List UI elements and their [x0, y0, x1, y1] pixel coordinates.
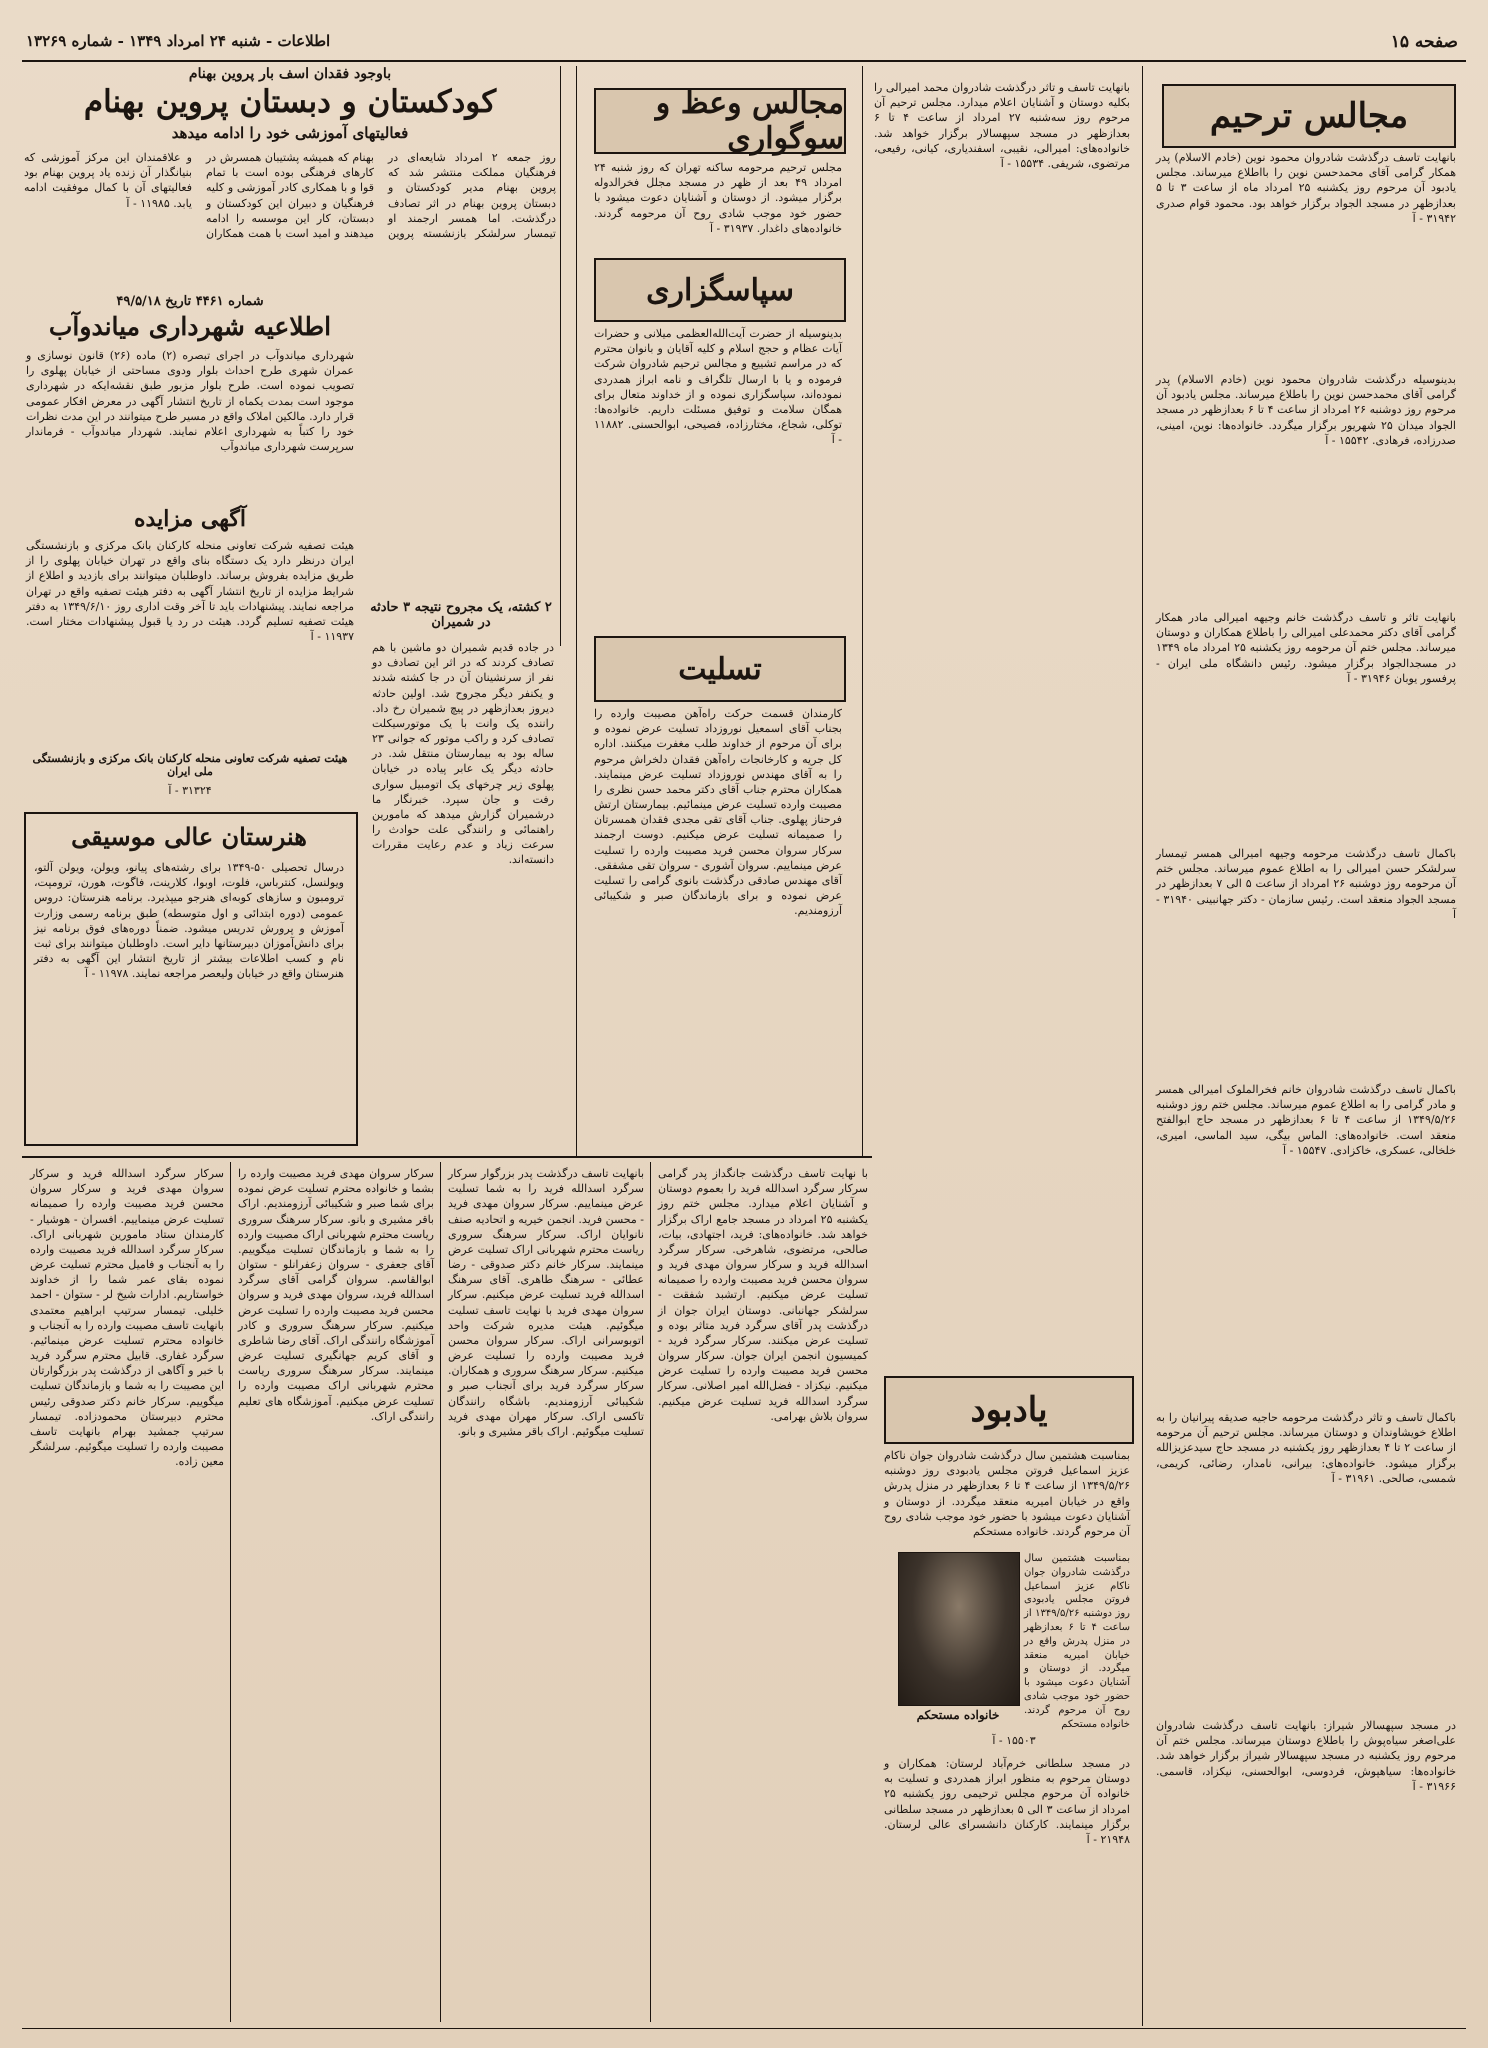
- portrait-photo: [898, 1552, 1020, 1706]
- tarhim-notice-4: باکمال تاسف درگذشت مرحومه وجیهه امیرالی همسر تیمسار سرلشکر حسن امیرالی را به اطلاع عموم میرساند. مجلس ختم آن مرحومه روز دوشنبه ۲۶ امرداد از ساعت ۵ الی ۷ بعدازظهر در مسجد الجواد منعقد است. رئیس سازمان - دکتر جهانبینی ۳۱۹۴۰ - آ: [1156, 847, 1456, 921]
- left-subhead: فعالیتهای آموزشی خود را ادامه میدهد: [171, 124, 409, 142]
- crash-story: در جاده قدیم شمیران دو ماشین با هم تصادف کردند که در اثر این تصادف دو نفر از سرنشینان آن در جا کشته شدند و یکنفر دیگر مجروح شد. اولین حادثه دیروز بعدازظهر در پیچ شمیران رخ داد. راننده یک وانت با یک موتورسیکلت تصادف کرد و راکب موتور که جوانی ۲۳ ساله بود به بیمارستان منتقل شد. در حادثه دیگر یک عابر پیاده در خیابان پهلوی زیر چرخهای یک اتومبیل سواری رفت و جان سپرد. خبرنگار ما درشمیران گزارش میدهد که مامورین راهنمائی و رانندگی علت حوادث را سرعت زیاد و عدم رعایت مقررات دانسته‌اند.: [372, 641, 554, 867]
- left-story: روز جمعه ۲ امرداد شایعه‌ای در فرهنگیان مملکت منتشر شد که پروین بهنام مدیر کودکستان و دبستان پروین بهنام در اثر تصادف درگذشت. اما همسر ارجمند او تیمسار سرلشکر بازنشسته پروین بهنام که همیشه پشتیبان همسرش در کارهای فرهنگی بوده است با تمام قوا و با همکاری کادر آموزشی و کلیه فرهنگیان و دبیران این کودکستان و دبستان، کار این موسسه را ادامه میدهند و امید است با همت همکاران و علاقمندان این مرکز آموزشی که بنیانگذار آن زنده یاد پروین بهنام بود فعالیتهای آن با کمال موفقیت ادامه یابد. ۱۱۹۸۵ - آ: [24, 151, 556, 240]
- thanks-text: بدینوسیله از حضرت آیت‌الله‌العظمی میلانی و حضرات آیات عظام و حجج اسلام و کلیه آقایان و بانوان محترم که در مراسم تشییع و مجالس ترحیم شادروان شرکت فرموده و یا با ارسال تلگراف و نامه ابراز همدردی نموده‌اند، سپاسگزاری نموده و از خداوند متعال برای همگان سلامت و توفیق مسئلت داریم. خانواده‌ها: توکلی، شجاع، مختارزاده، فصیحی، ابوالحسنی. ۱۱۸۸۲ - آ: [594, 327, 842, 447]
- bottom-divider-3: [650, 1162, 651, 2022]
- tarhim-banner: مجالس ترحیم: [1162, 84, 1456, 148]
- middle-right-column: بانهایت تاسف و تاثر درگذشت شادروان محمد امیرالی را بکلیه دوستان و آشنایان اعلام میدارد. مجلس ترحیم آن مرحوم روز سه‌شنبه ۲۷ امرداد از ساعت ۴ تا ۶ بعدازظهر در مسجد سپهسالار برگزار خواهد شد. خانواده‌های: امیرالی، نقیبی، اسفندیاری، کیانی، رفیعی، مرتضوی، شریفی. ۱۵۵۳۴ - آ: [874, 81, 1130, 170]
- page-number: صفحه ۱۵: [1390, 32, 1458, 52]
- music-text: درسال تحصیلی ۵۰-۱۳۴۹ برای رشته‌های پیانو، ویولن، ویولن آلتو، ویولنسل، کنترباس، فلوت، اوبوا، کلارینت، فاگوت، هورن، ترومپت، ترومبون و سازهای کوبه‌ای هنرجو میپذیرد. برنامه هنرستان: دروس عمومی (دوره ابتدائی و اول متوسطه) طبق برنامه رسمی وزارت آموزش و پرورش تدریس میشود. ضمناً دوره‌های فوق برنامه نیز برای دانش‌آموزان دبیرستانها دایر است. داوطلبان میتوانند برای ثبت نام و کسب اطلاعات بیشتر از تاریخ انتشار این آگهی به دفتر هنرستان واقع در خیابان ولیعصر مراجعه نمایند. ۱۱۹۷۸ - آ: [34, 861, 344, 981]
- auction-code: ۳۱۳۲۴ - آ: [168, 784, 212, 797]
- tarhim-notice-7: در مسجد سپهسالار شیراز: بانهایت تاسف درگذشت شادروان علی‌اصغر سیاه‌پوش را باطلاع دوستان میرساند. مجلس ختم آن مرحوم روز یکشنبه در مسجد سپهسالار شیراز برگزار خواهد شد. خانواده‌ها: سیاهپوش، فردوسی، ابوالحسنی، نیکزاد، قاسمی. ۳۱۹۶۶ - آ: [1156, 1719, 1456, 1793]
- left-headline: کودکستان و دبستان پروین بهنام: [83, 84, 497, 120]
- yadbud-code: ۱۵۵۰۳ - آ: [992, 1734, 1036, 1747]
- auction-title: آگهی مزایده: [134, 506, 246, 532]
- sermon-banner: مجالس وعظ و سوگواری: [594, 88, 846, 154]
- bottom-col-1: سرکار سرگرد اسدالله فرید و سرکار سروان مهدی فرید و سرکار سروان محسن فرید مصیبت وارده را صمیمانه تسلیت عرض مینماییم. افسران - هوشیار - کارمندان ستاد مامورین شهربانی اراک. سرکار سرگرد اسدالله فرید مصیبت وارده را به آنجناب و فامیل محترم تسلیت عرض نموده بقای عمر شما را از خداوند خواستاریم. ادارات شیخ لر - ستوان - احمد خلیلی. تیمسار سرتیپ ابراهیم معتمدی بانهایت تاسف مصیبت وارده را به آنجناب و خانواده محترم تسلیت عرض مینمائیم. سرگرد غفاری. قابیل محترم سرگرد فرید با خبر و آگاهی از درگذشت پدر بزرگوارتان این مصیبت را به شما و بازماندگان تسلیت میگوییم. سرکار خانم دکتر صدوقی رئیس محترم دبیرستان محمودزاده. تیمسار سرتیپ جمشید بهرام بانهایت تاسف مصیبت وارده را تسلیت میگوئیم. سرلشگر معین زاده.: [30, 1167, 224, 1469]
- bottom-divider-2: [440, 1162, 441, 2022]
- paper-info: اطلاعات - شنبه ۲۴ امرداد ۱۳۴۹ - شماره ۱۳۲۶۹: [26, 32, 331, 50]
- bottom-col-2: سرکار سروان مهدی فرید مصیبت وارده را بشما و خانواده محترم تسلیت عرض نموده برای شما صبر و شکیبائی آرزومندیم. اراک باقر مشیری و بانو. سرکار سرهنگ سروری ریاست محترم شهربانی اراک مصیبت وارده را به شما و بازماندگان تسلیت میگوییم. آقای جعفری - سروان زعفرانلو - ستوان ابوالقاسم. سروان گرامی آقای سرگرد اسدالله فرید، سروان مهدی فرید و سروان محسن فرید مصیبت وارده را تسلیت عرض میکنیم. سرکار سرهنگ سروری و کادر آموزشگاه رانندگی اراک. آقای رضا شاطری و آقای کریم جهانگیری تسلیت عرض مینمایند. سرکار سرهنگ سروری ریاست محترم شهربانی اراک مصیبت وارده را تسلیت عرض میکنیم. آموزشگاه های تعلیم رانندگی اراک.: [238, 1167, 434, 1423]
- footer-rule: [22, 2028, 1466, 2029]
- tarhim-notice-3: بانهایت تاثر و تاسف درگذشت خانم وجیهه امیرالی مادر همکار گرامی آقای دکتر محمدعلی امیرالی را باطلاع همکاران و دوستان میرساند. مجلس ختم آن مرحومه روز یکشنبه ۲۵ امرداد ماه ۱۳۴۹ در مسجدالجواد برگزار میشود. رئیس دانشگاه ملی ایران - پرفسور یوبان ۳۱۹۴۶ - آ: [1156, 611, 1456, 685]
- yadbud-side-text: بمناسبت هشتمین سال درگذشت شادروان جوان ناکام عزیز اسماعیل فروتن مجلس یادبودی روز دوشنبه ۱۳۴۹/۵/۲۶ از ساعت ۴ تا ۶ بعدازظهر در منزل پدرش واقع در خیابان امیریه منعقد میگردد. از دوستان و آشنایان دعوت میشود با حضور خود موجب شادی روح آن مرحوم گردند. خانواده مستحکم: [1024, 1553, 1130, 1730]
- header-rule: [22, 60, 1466, 62]
- sermon-text: مجلس ترحیم مرحومه ساکنه تهران که روز شنبه ۲۴ امرداد ۴۹ بعد از ظهر در مسجد مجلل فخرالدوله برگزار میشود. از دوستان و آشنایان دعوت میشود با حضور خود موجب شادی روح آن مرحومه گردند. خانواده‌های داغدار. ۳۱۹۳۷ - آ: [594, 161, 842, 235]
- auction-signature: هیئت تصفیه شرکت تعاونی منحله کارکنان بانک مرکزی و بازنشستگی ملی ایران: [32, 752, 348, 778]
- bottom-col-3: بانهایت تاسف درگذشت پدر بزرگوار سرکار سرگرد اسدالله فرید را به شما تسلیت عرض مینماییم. سرکار سروان مهدی فرید - محسن فرید. انجمن خیریه و اتحادیه صنف نانوایان اراک. سرکار سرهنگ سروری ریاست محترم شهربانی اراک تسلیت عرض مینمایند. سرکار خانم دکتر صدوقی - رضا عطائی - سرهنگ طاهری. آقای سرهنگ اسدالله فرید تسلیت عرض میکنیم. سرکار سروان مهدی فرید با نهایت تاسف تسلیت میگوئیم. هیئت مدیره شرکت واحد اتوبوسرانی اراک. سرکار سروان محسن فرید مصیبت وارده را تسلیت عرض میکنیم. سرکار سرهنگ سروری و همکاران. سرکار سرگرد فرید برای آنجناب صبر و شکیبائی آرزومندیم. باشگاه رانندگان تاکسی اراک. سرکار مهران مهدی فرید تسلیت میگوئیم. اراک باقر مشیری و بانو.: [448, 1167, 644, 1438]
- middle-left-rule: [576, 66, 577, 1156]
- notice-number: شماره ۴۴۶۱ تاریخ ۴۹/۵/۱۸: [116, 294, 264, 309]
- auction-text: هیئت تصفیه شرکت تعاونی منحله کارکنان بانک مرکزی و بازنشستگی ایران درنظر دارد یک دستگاه بنای واقع در تهران خیابان پهلوی را از طریق مزایده بفروش برساند. داوطلبان میتوانند برای بازدید و اطلاع از شرایط مزایده از تاریخ انتشار آگهی به دفتر هیئت تصفیه واقع در تهران مراجعه نمایند. پیشنهادات باید تا آخر وقت اداری روز ۱۳۴۹/۶/۱۰ به دفتر هیئت تصفیه تسلیم گردد. هیئت در رد یا قبول پیشنهادات مختار است. ۱۱۹۳۷ - آ: [26, 539, 354, 644]
- notice-title: اطلاعیه شهرداری میاندوآب: [48, 312, 332, 341]
- tarhim-notice-6: باکمال تاسف و تاثر درگذشت مرحومه حاجیه صدیقه پیرانیان را به اطلاع خویشاوندان و دوستان میرساند. مجلس ترحیم آن مرحومه از ساعت ۲ تا ۴ بعدازظهر روز یکشنبه در مسجد حاج سیدعزیزالله برگزار میشود. خانواده‌های: بیرانی، نامدار، رضائی، کریمی، شمسی، صالحی. ۳۱۹۶۱ - آ: [1156, 1411, 1456, 1485]
- mosque-text: در مسجد سلطانی خرم‌آباد لرستان: همکاران و دوستان مرحوم به منظور ابراز همدردی و تسلیت به خانواده آن مرحوم مجلس ترحیمی روز یکشنبه ۲۵ امرداد از ساعت ۳ الی ۵ بعدازظهر در مسجد سلطانی برگزار مینمایند. کارکنان دانشسرای عالی لرستان. ۲۱۹۴۸ - آ: [884, 1757, 1130, 1846]
- tarhim-notice-1: بانهایت تاسف درگذشت شادروان محمود نوین (خادم الاسلام) پدر همکار گرامی آقای محمدحسن نوین را بااطلاع میرساند. مجلس یادبود آن مرحوم روز یکشنبه ۲۵ امرداد ماه از ساعت ۳ تا ۵ بعدازظهر در مسجد الجواد برگزار خواهد بود. محمود قوام صدری ۳۱۹۴۲ - آ: [1156, 151, 1457, 225]
- thanks-banner: سپاسگزاری: [594, 258, 846, 322]
- left-kicker: باوجود فقدان اسف بار پروین بهنام: [188, 66, 392, 82]
- photo-caption: خانواده مستحکم: [916, 1708, 1000, 1722]
- condolence-banner: تسلیت: [594, 636, 846, 702]
- bottom-block-rule: [22, 1156, 872, 1158]
- tarhim-notice-5: باکمال تاسف درگذشت شادروان خانم فخرالملوک امیرالی همسر و مادر گرامی را به اطلاع عموم میرساند. مجلس ختم روز دوشنبه ۱۳۴۹/۵/۲۶ از ساعت ۴ تا ۶ بعدازظهر در مسجد حاج ابوالفتح منعقد است. خانواده‌های: الماس بیگی، سید الماسی، امیری، خلخالی، عسکری، خاکزادی. ۱۵۵۴۷ - آ: [1156, 1083, 1457, 1157]
- crash-headline: ۲ کشته، یک مجروح نتیجه ۳ حادثه در شمیران: [370, 600, 552, 630]
- bottom-divider-1: [230, 1162, 231, 2022]
- yadbud-text: بمناسبت هشتمین سال درگذشت شادروان جوان ناکام عزیز اسماعیل فروتن مجلس یادبودی روز دوشنبه ۱۳۴۹/۵/۲۶ از ساعت ۴ تا ۶ بعدازظهر در منزل پدرش واقع در خیابان امیریه منعقد میگردد. از دوستان و آشنایان دعوت میشود با حضور خود موجب شادی روح آن مرحوم گردند. خانواده مستحکم: [884, 1449, 1131, 1538]
- right-col-rule: [1142, 66, 1143, 2026]
- notice-text: شهرداری میاندوآب در اجرای تبصره (۲) ماده (۲۶) قانون نوسازی و عمران شهری طرح احداث بلوار ودوی مساحتی از خیابان پهلوی را تصویب نموده است. طرح بلوار مزبور طبق نقشه‌ایکه در شهرداری موجود است بمدت یکماه از تاریخ انتشار آگهی در معرض افکار عمومی قرار دارد. مالکین املاک واقع در مسیر طرح میتوانند در این مدت نظرات خود را کتباً به شهرداری اعلام نمایند. شهردار میاندوآب - فرماندار سرپرست شهرداری میاندوآب: [26, 349, 355, 454]
- left-inner-divider: [560, 66, 561, 646]
- tarhim-notice-2: بدینوسیله درگذشت شادروان محمود نوین (خادم الاسلام) پدر گرامی آقای محمدحسن نوین را باطلاع میرساند. مجلس یادبود آن مرحوم روز دوشنبه ۲۶ امرداد از ساعت ۴ تا ۶ بعدازظهر در مسجد الجواد میدان ۲۵ شهریور برگزار میگردد. خانواده‌ها: نوین، امینی، صدرزاده، فرهادی. ۱۵۵۴۲ - آ: [1156, 373, 1456, 447]
- middle-inner-rule: [862, 66, 863, 1156]
- music-title: هنرستان عالی موسیقی: [71, 822, 307, 851]
- yadbud-banner: یادبود: [884, 1376, 1134, 1444]
- condolence-text: کارمندان قسمت حرکت راه‌آهن مصیبت وارده را بجناب آقای اسمعیل نوروزداد تسلیت عرض نموده و برای آن مرحوم از خداوند طلب مغفرت میکنند. اداره کل جریه و کارخانجات راه‌آهن فقدان دلخراش مرحوم را به آقای مهندس نوروزداد تسلیت عرض مینمایند. همکاران محترم جناب آقای دکتر محمد حسن نظری را مصیبت وارده تسلیت عرض مینمائیم. بیمارستان ارتش فرحناز پهلوی. جناب آقای تقی مجدی فقدان همسرتان را صمیمانه تسلیت عرض میکنیم. دوست ارجمند سرکار سروان محسن فرید مصیبت وارده را تسلیت عرض مینماییم. سروان آشوری - سروان تقی مشفقی. آقای مهندس صادقی درگذشت بانوی گرامی را تسلیت عرض نموده و برای بازماندگان صبر و شکیبائی آرزومندیم.: [594, 707, 842, 918]
- bottom-col-4: با نهایت تاسف درگذشت جانگداز پدر گرامی سرکار سرگرد اسدالله فرید را بعموم دوستان و آشنایان اعلام میدارد. مجلس ختم روز یکشنبه ۲۵ امرداد در مسجد جامع اراک برگزار خواهد شد. خانواده‌های: فرید، اجتهادی، بیات، صالحی، مرتضوی، شاهرخی. سرکار سرگرد اسدالله فرید و سرکار سروان مهدی فرید و سروان محسن فرید مصیبت وارده را صمیمانه تسلیت عرض میکنیم. ارتشبد شفقت - سرلشکر جهانبانی. دوستان ایران جوان از درگذشت پدر آقای سرگرد فرید متاثر بوده و تسلیت عرض میکنند. سرکار سرگرد فرید - کمیسیون انجمن ایران جوان. سرکار سروان محسن فرید مصیبت وارده را تسلیت عرض میکنیم. نیکزاد - فضل‌الله امیر اصلانی. سرکار سرگرد اسدالله فرید تسلیت عرض میکنیم. سروان بلاش بهرامی.: [658, 1167, 868, 1423]
